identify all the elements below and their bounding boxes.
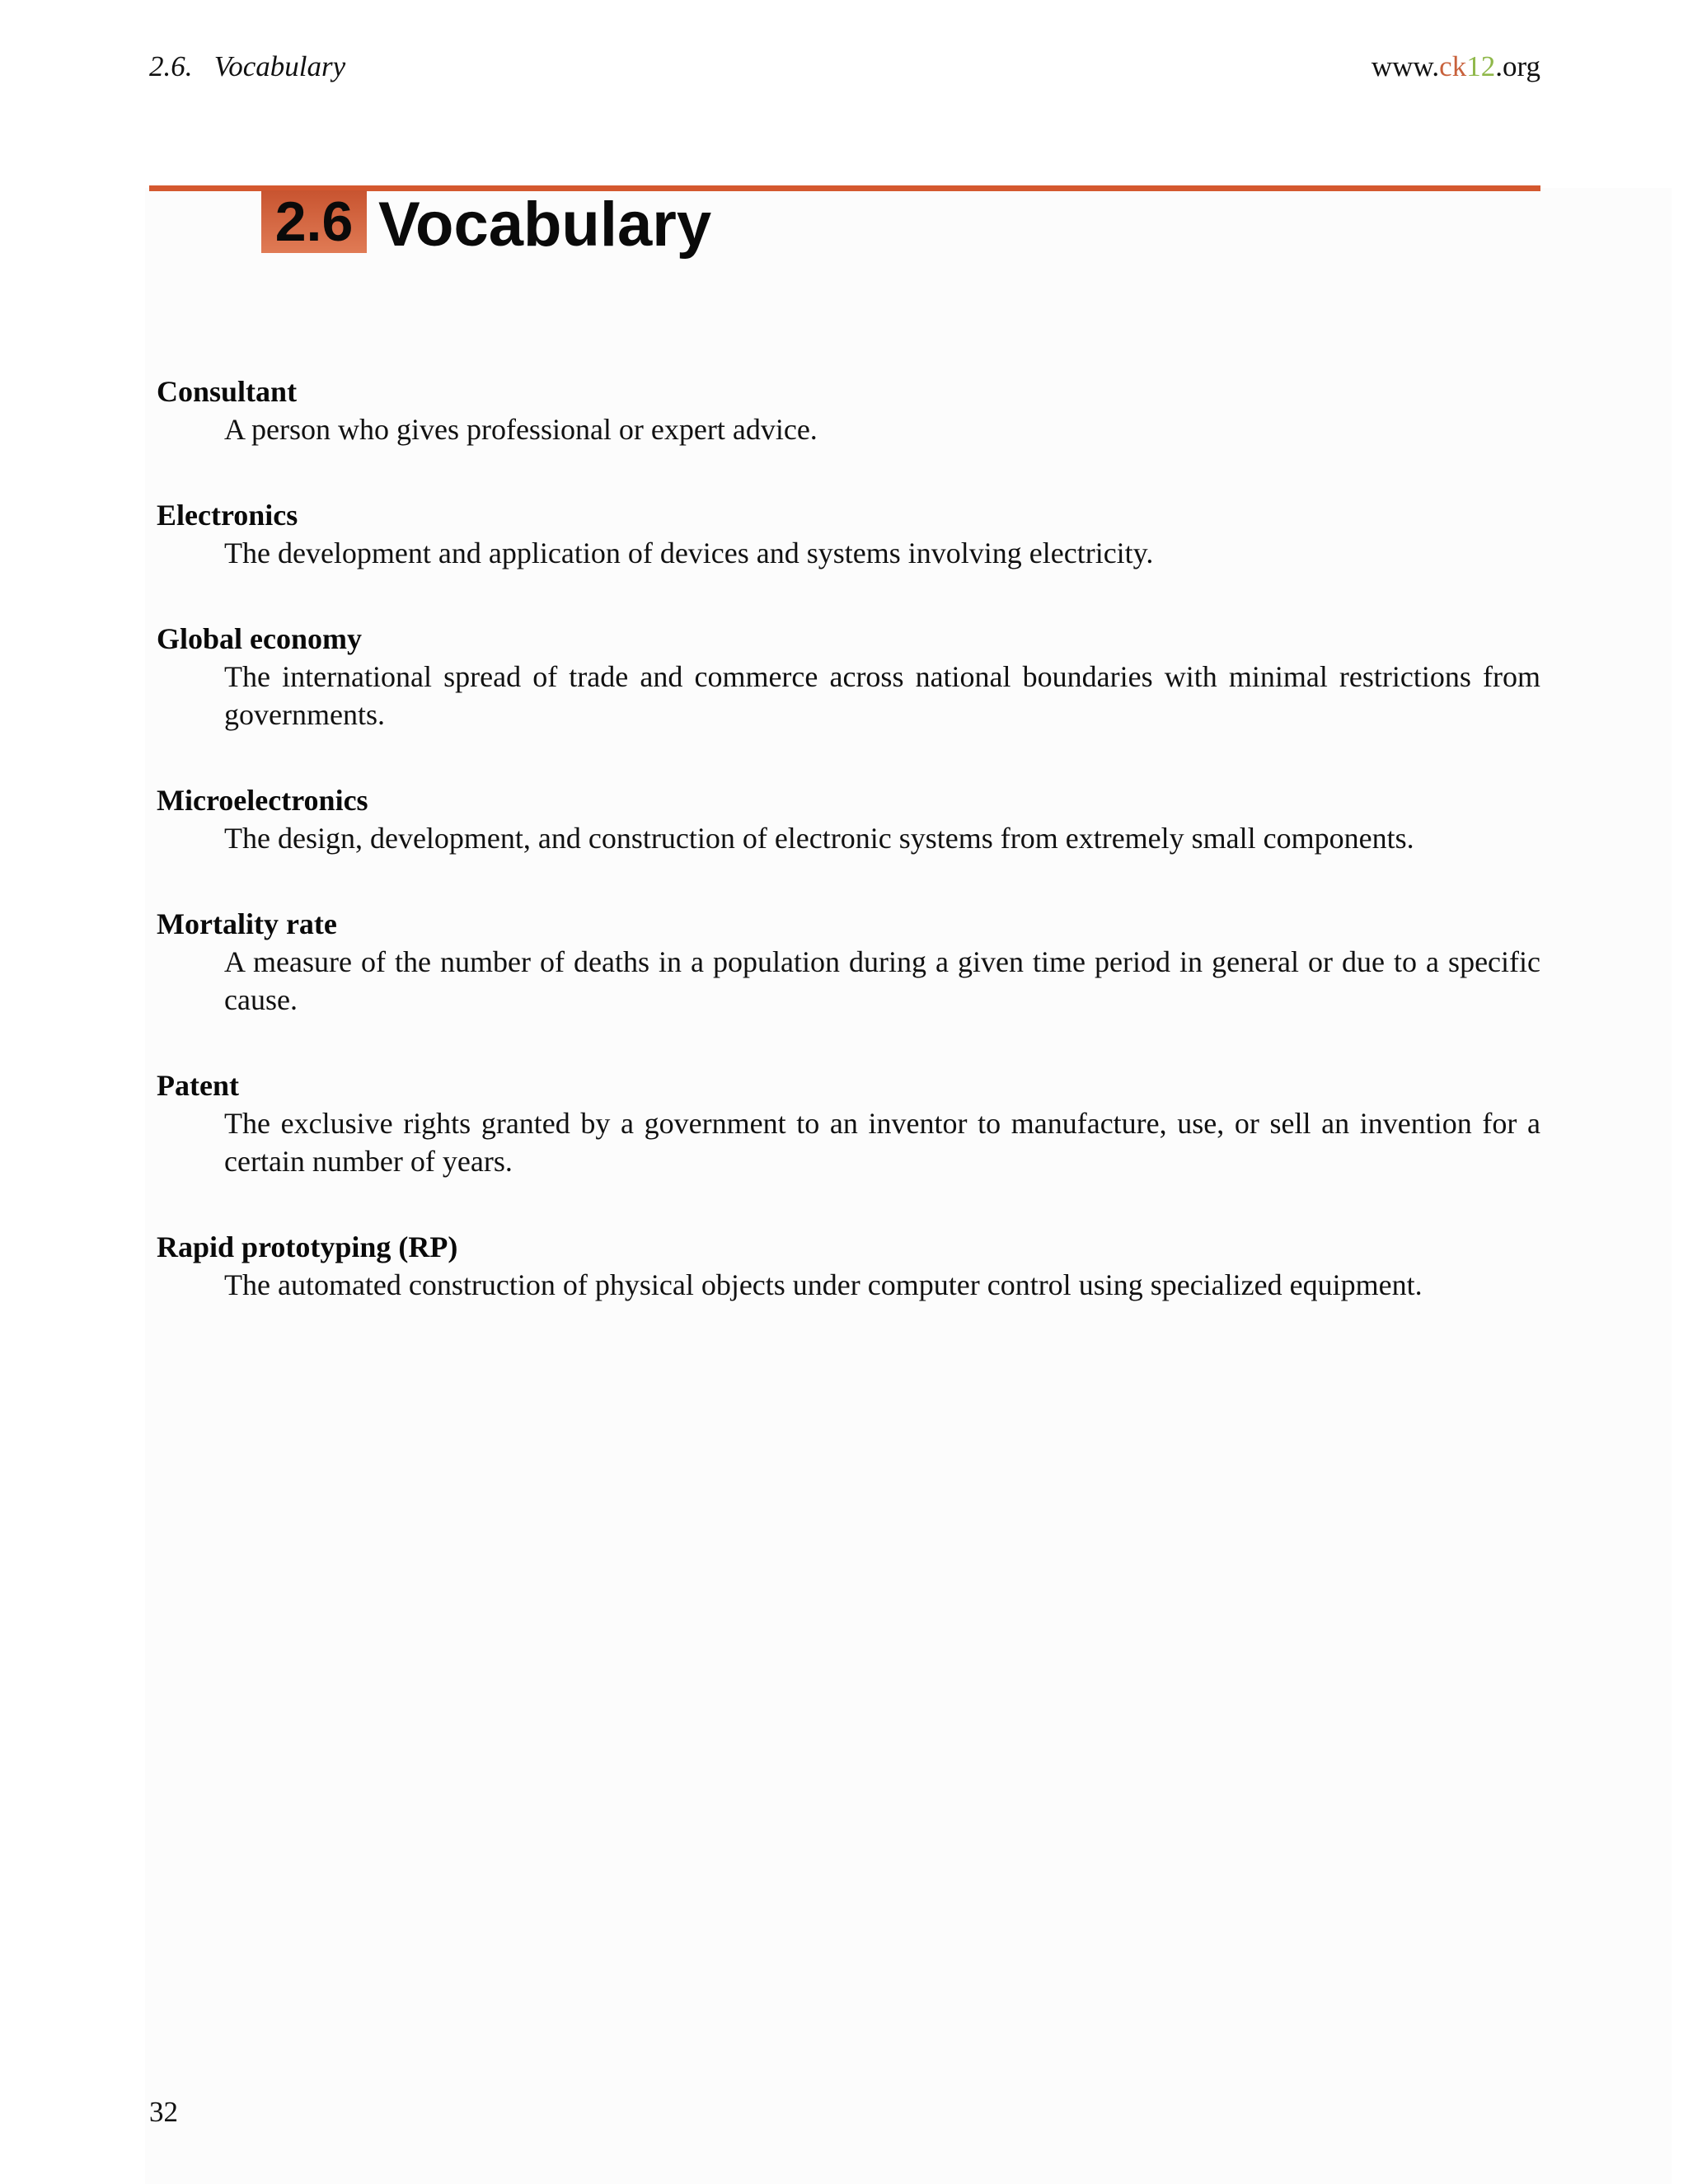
vocab-term: Patent <box>157 1069 239 1102</box>
vocab-definition: A person who gives professional or expert advice. <box>224 413 818 446</box>
running-header-section: 2.6. Vocabulary <box>149 50 346 82</box>
chapter-title: Vocabulary <box>378 190 712 260</box>
page-number: 32 <box>149 2096 178 2128</box>
vocab-definition: A measure of the number of deaths in a population during a given time period in general or due to a specific cause. <box>224 945 1540 1016</box>
vocab-definition: The exclusive rights granted by a government to an inventor to manufacture, use, or sell an invention for a certain number of years. <box>224 1107 1540 1178</box>
vocab-term: Mortality rate <box>157 907 337 940</box>
site-url-ck: ck <box>1439 50 1467 82</box>
vocab-definition: The design, development, and construction of electronic systems from extremely small components. <box>224 822 1414 855</box>
vocab-entry <box>157 781 1540 857</box>
vocab-entry <box>157 373 1540 448</box>
vocab-term: Electronics <box>157 499 298 532</box>
vocab-term: Consultant <box>157 375 298 408</box>
site-url-12: 12 <box>1466 50 1496 82</box>
vocab-term: Global economy <box>157 622 362 655</box>
vocab-entry <box>157 905 1540 1019</box>
vocab-entry <box>157 1066 1540 1180</box>
vocab-entry <box>157 496 1540 572</box>
vocab-definition: The automated construction of physical objects under computer control using specialized equipment. <box>224 1268 1423 1301</box>
vocab-definition: The international spread of trade and commerce across national boundaries with minimal restrictions from governments. <box>224 660 1540 731</box>
site-url-link[interactable] <box>1372 46 1540 87</box>
vocab-entry <box>157 620 1540 733</box>
vocab-term: Rapid prototyping (RP) <box>157 1230 458 1263</box>
vocabulary-list <box>157 373 1540 1352</box>
site-url-suffix: .org <box>1495 50 1540 82</box>
site-url-prefix: www. <box>1371 50 1440 82</box>
chapter-number-badge: 2.6 <box>261 190 367 253</box>
running-header <box>149 46 1540 87</box>
vocab-term: Microelectronics <box>157 784 368 817</box>
vocab-entry <box>157 1228 1540 1304</box>
vocab-definition: The development and application of devices and systems involving electricity. <box>224 537 1154 569</box>
